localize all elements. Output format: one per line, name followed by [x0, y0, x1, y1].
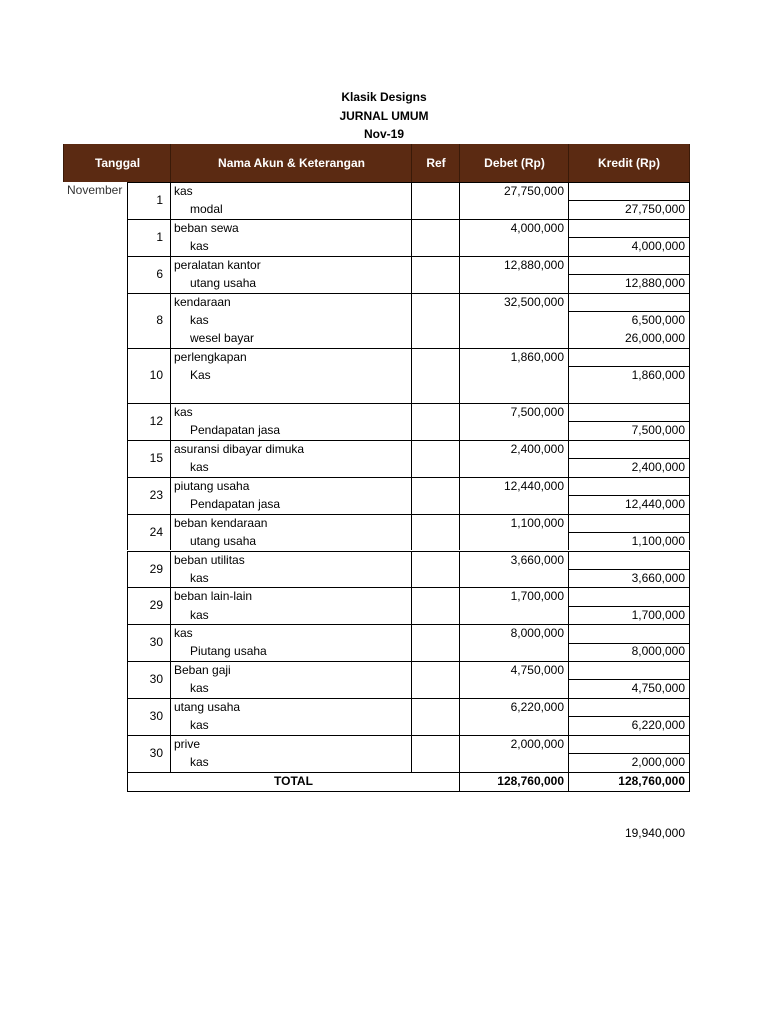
debit-amount [460, 679, 569, 697]
account-name: wesel bayar [190, 331, 255, 346]
debit-amount: 12,440,000 [503, 478, 564, 493]
grid-line [568, 679, 690, 680]
grid-line [127, 256, 128, 293]
grid-line [127, 477, 690, 478]
debit-amount [460, 606, 569, 624]
credit-amount: 4,750,000 [631, 681, 685, 696]
grid-line [127, 293, 128, 348]
grid-line [689, 348, 690, 403]
grid-line [170, 256, 171, 293]
debit-amount [460, 716, 569, 734]
grid-line [411, 293, 412, 348]
header-credit: Kredit (Rp) [568, 144, 690, 182]
entry-line [127, 348, 690, 366]
credit-amount [569, 661, 690, 679]
grid-line [411, 587, 412, 624]
debit-amount [460, 532, 569, 550]
grid-line [411, 219, 412, 256]
entry-line [127, 716, 690, 734]
entry-line [127, 384, 690, 402]
debit-amount: 1,700,000 [510, 589, 564, 604]
account-name: beban sewa [174, 220, 239, 235]
credit-amount: 7,500,000 [631, 423, 685, 438]
grid-line [459, 256, 460, 293]
debit-amount [460, 237, 569, 255]
grid-line [459, 551, 460, 588]
entry-line [127, 569, 690, 587]
entry-line [127, 753, 690, 771]
debit-amount [460, 495, 569, 513]
grid-line [127, 624, 128, 661]
grid-line [411, 514, 412, 551]
entry-line [127, 551, 690, 569]
grid-line [459, 735, 460, 772]
account-name: kas [190, 755, 209, 770]
grid-line [170, 735, 171, 772]
credit-amount: 1,100,000 [631, 533, 685, 548]
debit-amount [460, 366, 569, 384]
account-name: kas [174, 626, 193, 641]
entry-line [127, 624, 690, 642]
account-name: beban lain-lain [174, 589, 253, 604]
document-title: JURNAL UMUM [339, 108, 429, 123]
debit-amount: 3,660,000 [510, 552, 564, 567]
grid-line [568, 569, 690, 570]
entry-line [127, 200, 690, 218]
total-row [127, 772, 690, 791]
debit-amount: 1,860,000 [510, 349, 564, 364]
entry-line [127, 421, 690, 439]
entry-line [127, 311, 690, 329]
grid-line [411, 348, 412, 403]
grid-line [568, 606, 690, 607]
grid-line [459, 587, 460, 624]
account-name: utang usaha [174, 700, 241, 715]
grid-line [568, 200, 690, 201]
grid-line [568, 311, 690, 312]
credit-amount: 12,440,000 [624, 496, 685, 511]
grid-line [689, 293, 690, 348]
grid-line [170, 440, 171, 477]
grid-line [568, 532, 690, 533]
debit-amount [460, 329, 569, 347]
credit-amount: 27,750,000 [624, 202, 685, 217]
entry-date: 30 [149, 746, 163, 760]
entry-line [127, 477, 690, 495]
total-debit: 128,760,000 [497, 773, 564, 788]
credit-amount: 2,400,000 [631, 459, 685, 474]
entry-line [127, 458, 690, 476]
entry-date: 24 [149, 524, 163, 539]
debit-amount: 4,000,000 [510, 220, 564, 235]
grid-line [170, 514, 171, 551]
entry-line [127, 440, 690, 458]
entry-line [127, 642, 690, 660]
debit-amount [460, 384, 569, 402]
grid-line [411, 403, 412, 440]
entry-date: 12 [149, 413, 163, 428]
grid-line [127, 661, 690, 662]
entry-line [127, 606, 690, 624]
account-name: kas [190, 312, 209, 327]
entry-date: 1 [156, 229, 163, 244]
grid-line [127, 293, 690, 294]
grid-line [568, 753, 690, 754]
grid-line [411, 735, 412, 772]
grid-line [459, 661, 460, 698]
credit-amount [569, 735, 690, 753]
entry-line [127, 182, 690, 200]
grid-line [127, 624, 690, 625]
account-name: Pendapatan jasa [190, 496, 281, 511]
entry-line [127, 403, 690, 421]
debit-amount [460, 753, 569, 771]
account-name: perlengkapan [174, 349, 247, 364]
header-debit: Debet (Rp) [459, 144, 569, 182]
credit-amount [569, 514, 690, 532]
account-name: Pendapatan jasa [190, 423, 281, 438]
header-account: Nama Akun & Keterangan [170, 144, 412, 182]
grid-line [568, 293, 569, 348]
credit-amount [569, 384, 690, 402]
account-name: kas [190, 681, 209, 696]
grid-line [127, 735, 690, 736]
period: Nov-19 [363, 127, 404, 141]
account-name: peralatan kantor [174, 257, 261, 272]
credit-amount [569, 477, 690, 495]
credit-amount [569, 403, 690, 421]
grid-line [459, 624, 460, 661]
credit-amount: 8,000,000 [631, 644, 685, 659]
debit-amount [460, 274, 569, 292]
account-name: Piutang usaha [190, 644, 267, 659]
month-label: November [67, 183, 123, 197]
account-name: Beban gaji [174, 663, 231, 678]
grid-line [127, 587, 128, 624]
grid-line [127, 219, 128, 256]
credit-amount: 1,860,000 [631, 367, 685, 382]
account-name: kas [190, 459, 209, 474]
debit-amount: 6,220,000 [510, 700, 564, 715]
account-name: utang usaha [190, 533, 257, 548]
grid-line [568, 495, 690, 496]
entry-date: 8 [156, 312, 163, 327]
entry-line [127, 679, 690, 697]
grid-line [411, 698, 412, 735]
grid-line [568, 237, 690, 238]
entry-line [127, 514, 690, 532]
debit-amount: 2,400,000 [510, 441, 564, 456]
credit-amount [569, 624, 690, 642]
grid-line [459, 477, 460, 514]
debit-amount: 8,000,000 [510, 626, 564, 641]
entry-line [127, 661, 690, 679]
grid-line [411, 182, 412, 219]
credit-amount: 4,000,000 [631, 239, 685, 254]
credit-amount: 6,220,000 [631, 718, 685, 733]
account-name: kas [174, 184, 193, 198]
grid-line [459, 698, 460, 735]
grid-line [127, 514, 690, 515]
debit-amount [460, 458, 569, 476]
entry-date: 30 [149, 635, 163, 650]
grid-line [459, 182, 460, 219]
credit-amount: 1,700,000 [631, 607, 685, 622]
grid-line [170, 551, 171, 588]
account-name: kas [174, 404, 193, 419]
grid-line [127, 348, 128, 403]
credit-amount: 26,000,000 [624, 331, 685, 346]
journal-entry [127, 348, 690, 403]
grid-line [127, 514, 128, 551]
grid-line [459, 219, 460, 256]
grid-line [127, 440, 128, 477]
credit-amount: 6,500,000 [631, 312, 685, 327]
entry-line [127, 237, 690, 255]
credit-amount [569, 256, 690, 274]
grid-line [568, 643, 690, 644]
grid-line [411, 477, 412, 514]
grid-line [411, 551, 412, 588]
account-name: kas [190, 718, 209, 733]
entry-line [127, 274, 690, 292]
grid-line [568, 458, 690, 459]
grid-line [127, 182, 128, 219]
grid-line [170, 182, 171, 219]
entry-line [127, 293, 690, 311]
grid-line [127, 403, 690, 404]
credit-amount: 3,660,000 [631, 570, 685, 585]
grid-line [459, 293, 460, 348]
total-label: TOTAL [274, 773, 313, 788]
extra-value: 19,940,000 [624, 826, 685, 840]
account-name: kas [190, 607, 209, 622]
credit-amount: 12,880,000 [624, 275, 685, 290]
grid-line [170, 587, 171, 624]
entry-line [127, 256, 690, 274]
header-date: Tanggal [63, 144, 171, 182]
grid-line [568, 716, 690, 717]
account-name: kendaraan [174, 294, 231, 309]
grid-line [170, 293, 171, 348]
credit-amount [569, 698, 690, 716]
entry-line [127, 219, 690, 237]
debit-amount [460, 642, 569, 660]
entry-date: 6 [156, 266, 163, 281]
entry-line [127, 329, 690, 347]
journal-entry [127, 293, 690, 348]
entry-line [127, 495, 690, 513]
grid-line [411, 624, 412, 661]
grid-line [568, 348, 569, 403]
entry-date: 29 [149, 598, 163, 613]
grid-line [459, 514, 460, 551]
grid-line [127, 182, 690, 183]
account-name: Kas [190, 367, 211, 382]
grid-line [459, 403, 460, 440]
credit-amount [569, 182, 690, 200]
debit-amount [460, 311, 569, 329]
entry-date: 10 [149, 367, 163, 382]
grid-line [170, 698, 171, 735]
account-name: piutang usaha [174, 478, 250, 493]
account-name: kas [190, 239, 209, 254]
header-ref: Ref [411, 144, 460, 182]
grid-line [127, 735, 128, 772]
debit-amount: 7,500,000 [510, 404, 564, 419]
entry-line [127, 587, 690, 605]
grid-line [170, 219, 171, 256]
grid-line [170, 348, 171, 403]
credit-amount [569, 219, 690, 237]
grid-line [127, 477, 128, 514]
debit-amount: 4,750,000 [510, 663, 564, 678]
entry-line [127, 532, 690, 550]
grid-line [127, 219, 690, 220]
grid-line [568, 366, 690, 367]
grid-line [170, 477, 171, 514]
entry-line [127, 698, 690, 716]
account-name: beban kendaraan [174, 515, 268, 530]
account-name: utang usaha [190, 275, 257, 290]
entry-date: 23 [149, 487, 163, 502]
debit-amount: 27,750,000 [503, 184, 564, 198]
entry-line [127, 735, 690, 753]
title-block [0, 88, 768, 144]
grid-line [568, 421, 690, 422]
grid-line [127, 348, 690, 349]
grid-line [127, 440, 690, 441]
debit-amount: 32,500,000 [503, 294, 564, 309]
account-name: beban utilitas [174, 552, 245, 567]
grid-line [568, 274, 690, 275]
grid-line [127, 551, 690, 552]
account-name: prive [174, 737, 201, 751]
credit-amount [569, 440, 690, 458]
grid-line [459, 348, 460, 403]
debit-amount: 12,880,000 [503, 257, 564, 272]
entry-date: 30 [149, 672, 163, 687]
grid-line [459, 440, 460, 477]
grid-line [411, 256, 412, 293]
grid-line [127, 698, 128, 735]
debit-amount [460, 569, 569, 587]
grid-line [127, 587, 690, 588]
account-name: kas [190, 570, 209, 585]
credit-amount [569, 293, 690, 311]
grid-line [170, 661, 171, 698]
grid-line [411, 440, 412, 477]
entry-date: 29 [149, 561, 163, 576]
entry-date: 1 [156, 193, 163, 207]
debit-amount: 1,100,000 [510, 515, 564, 530]
debit-amount [460, 200, 569, 218]
debit-amount [460, 421, 569, 439]
account-name: modal [190, 202, 223, 217]
total-credit: 128,760,000 [618, 773, 685, 788]
grid-line [127, 661, 128, 698]
grid-line [127, 698, 690, 699]
entry-date: 15 [149, 450, 163, 465]
debit-amount: 2,000,000 [510, 737, 564, 751]
credit-amount [569, 587, 690, 605]
grid-line [127, 551, 128, 588]
entry-line [127, 366, 690, 384]
grid-line [170, 403, 171, 440]
entry-date: 30 [149, 709, 163, 724]
grid-line [127, 256, 690, 257]
grid-line [127, 791, 690, 792]
credit-amount: 2,000,000 [631, 755, 685, 770]
grid-line [411, 661, 412, 698]
grid-line [127, 403, 128, 440]
grid-line [170, 624, 171, 661]
credit-amount [569, 348, 690, 366]
company-name: Klasik Designs [341, 90, 427, 104]
credit-amount [569, 551, 690, 569]
account-name: asuransi dibayar dimuka [174, 441, 305, 456]
